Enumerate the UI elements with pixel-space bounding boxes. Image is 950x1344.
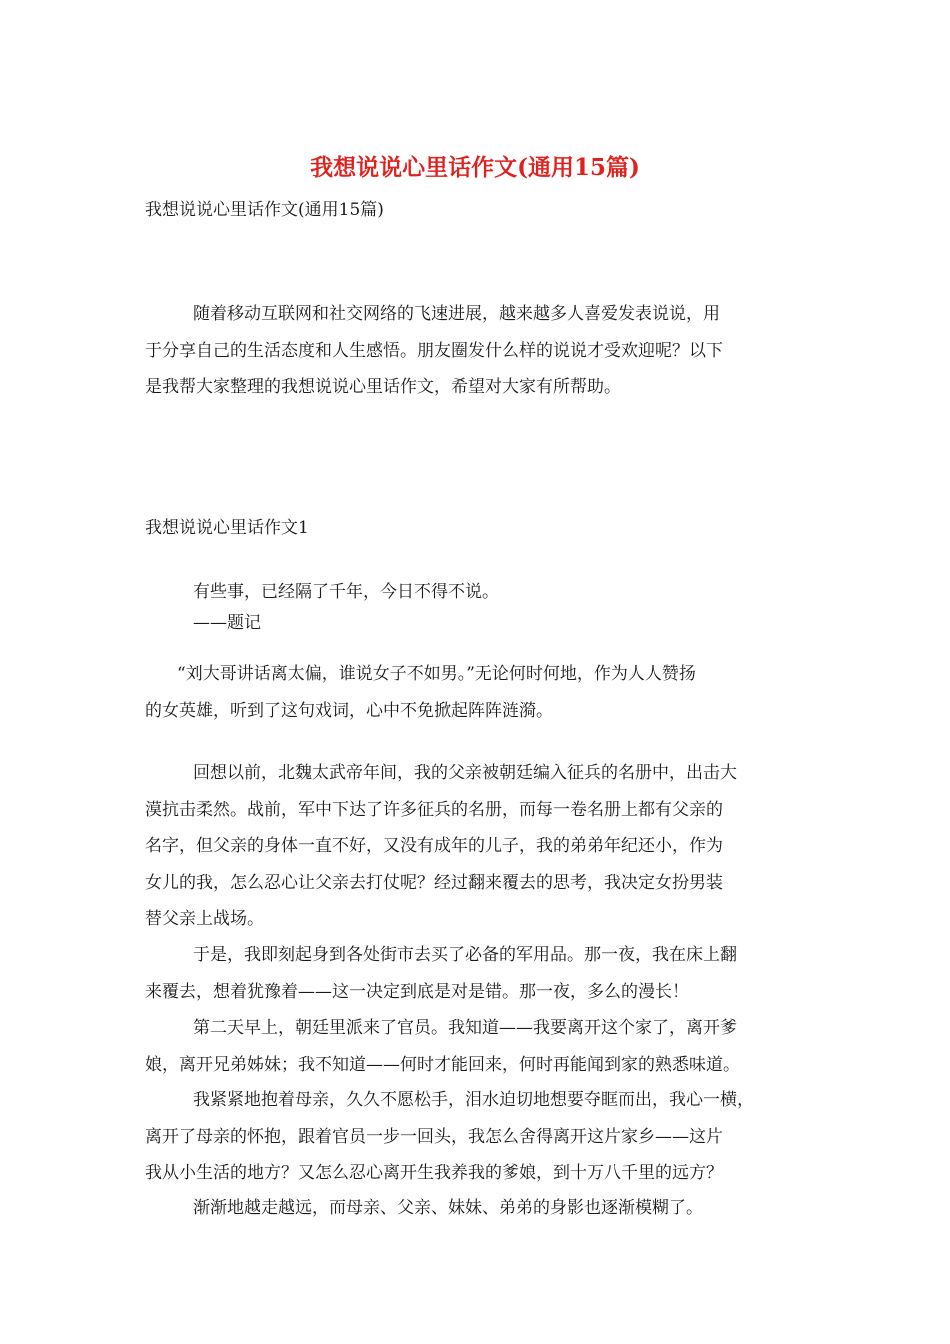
paragraph-line: 我紧紧地抱着母亲，久久不愿松手，泪水迫切地想要夺眶而出，我心一横， [193, 1090, 754, 1110]
intro-line: 是我帮大家整理的我想说说心里话作文，希望对大家有所帮助。 [145, 377, 621, 397]
intro-line: 于分享自己的生活态度和人生感悟。朋友圈发什么样的说说才受欢迎呢？以下 [145, 340, 723, 361]
paragraph-line: 渐渐地越走越远，而母亲、父亲、妹妹、弟弟的身影也逐渐模糊了。 [193, 1198, 703, 1218]
body-paragraph [145, 656, 825, 729]
epigraph-paragraph [145, 577, 825, 639]
body-paragraph [145, 1190, 825, 1227]
body-paragraph [145, 1010, 825, 1083]
paragraph-line: 于是，我即刻起身到各处街市去买了必备的军用品。那一夜，我在床上翻 [193, 945, 737, 965]
paragraph-line: 第二天早上，朝廷里派来了官员。我知道——我要离开这个家了，离开爹 [193, 1018, 737, 1038]
document-subtitle: 我想说说心里话作文(通用15篇) [145, 200, 384, 220]
intro-paragraph [145, 296, 825, 406]
paragraph-line: 有些事，已经隔了千年，今日不得不说。 [193, 582, 499, 602]
body-paragraph [145, 937, 825, 1010]
body-paragraph [145, 1082, 825, 1192]
paragraph-line: 离开了母亲的怀抱，跟着官员一步一回头，我怎么舍得离开这片家乡——这片 [145, 1126, 723, 1147]
paragraph-line: 回想以前，北魏太武帝年间，我的父亲被朝廷编入征兵的名册中，出击大 [193, 763, 737, 783]
intro-line: 随着移动互联网和社交网络的飞速进展，越来越多人喜爱发表说说，用 [193, 304, 720, 324]
section-heading-1: 我想说说心里话作文1 [145, 518, 309, 538]
document-title: 我想说说心里话作文(通用15篇) [310, 154, 640, 181]
paragraph-line: “刘大哥讲话离太偏，谁说女子不如男。”无论何时何地，作为人人赞扬 [177, 664, 696, 684]
paragraph-line: 漠抗击柔然。战前，军中下达了许多征兵的名册，而每一卷名册上都有父亲的 [145, 799, 723, 820]
paragraph-line: 替父亲上战场。 [145, 909, 264, 929]
paragraph-line: 我从小生活的地方？又怎么忍心离开生我养我的爹娘，到十万八千里的远方？ [145, 1163, 723, 1183]
paragraph-line: 名字，但父亲的身体一直不好，又没有成年的儿子，我的弟弟年纪还小，作为 [145, 836, 723, 856]
paragraph-line: 来覆去，想着犹豫着——这一决定到底是对是错。那一夜，多么的漫长！ [145, 981, 689, 1002]
paragraph-line: 的女英雄，听到了这句戏词，心中不免掀起阵阵涟漪。 [145, 700, 553, 721]
paragraph-line: ——题记 [193, 613, 261, 633]
paragraph-line: 女儿的我，怎么忍心让父亲去打仗呢？经过翻来覆去的思考，我决定女扮男装 [145, 872, 723, 893]
paragraph-line: 娘，离开兄弟姊妹；我不知道——何时才能回来，何时再能闻到家的熟悉味道。 [145, 1054, 740, 1075]
body-paragraph [145, 755, 825, 938]
